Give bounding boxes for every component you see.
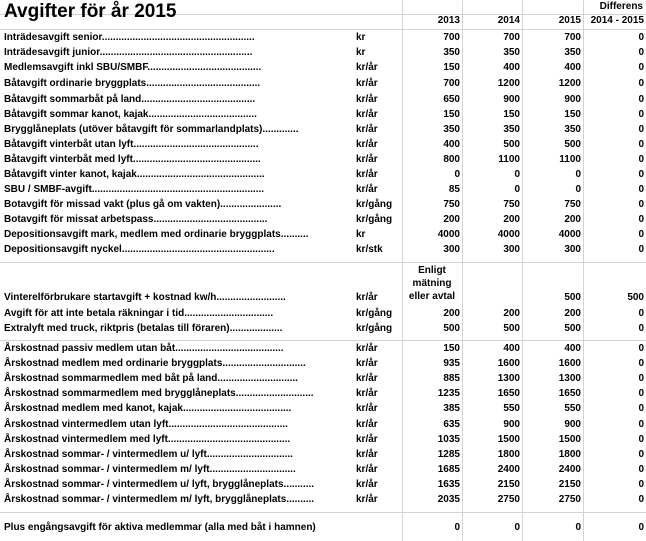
row-value: 550 [564, 403, 581, 414]
row-value: 150 [443, 343, 460, 354]
row-unit: kr/gång [356, 308, 393, 319]
row-value: 0 [638, 434, 644, 445]
row-value: 650 [443, 94, 460, 105]
row-label: Båtavgift vinterbåt utan lyft............................................. [4, 139, 259, 150]
row-value: 300 [564, 244, 581, 255]
note-line: mätning [412, 278, 452, 289]
row-value: 0 [454, 522, 460, 533]
row-value: 1650 [497, 388, 520, 399]
row-value: 0 [638, 479, 644, 490]
row-value: 400 [564, 62, 581, 73]
row-unit: kr/år [356, 109, 378, 120]
row-label: Extralyft med truck, riktpris (betalas till föraren)................... [4, 323, 283, 334]
row-value: 1600 [497, 358, 520, 369]
row-unit: kr/år [356, 62, 378, 73]
row-value: 0 [575, 522, 581, 533]
row-divider [0, 262, 646, 263]
row-value: 0 [638, 78, 644, 89]
row-value: 0 [638, 373, 644, 384]
row-label: Botavgift för missad vakt (plus gå om vakten)...................... [4, 199, 282, 210]
row-value: 0 [638, 109, 644, 120]
row-unit: kr/år [356, 403, 378, 414]
row-value: 1600 [558, 358, 581, 369]
row-value: 0 [638, 522, 644, 533]
row-value: 750 [443, 199, 460, 210]
row-value: 0 [575, 169, 581, 180]
row-value: 0 [514, 522, 520, 533]
row-unit: kr/år [356, 169, 378, 180]
measurement-note [404, 264, 460, 303]
row-value: 500 [503, 323, 520, 334]
row-value: 500 [564, 139, 581, 150]
row-unit: kr/år [356, 292, 378, 303]
row-label: Årskostnad vintermedlem med lyft............................................ [4, 434, 291, 445]
row-value: 1100 [559, 154, 581, 165]
row-value: 1100 [498, 154, 520, 165]
row-value: 635 [443, 419, 460, 430]
row-value: 350 [443, 47, 460, 58]
row-value: 2400 [497, 464, 520, 475]
row-value: 0 [575, 184, 581, 195]
row-label: Årskostnad sommar- / vintermedlem u/ lyft, brygglåneplats........... [4, 479, 315, 490]
row-unit: kr/år [356, 434, 378, 445]
row-label: Årskostnad sommarmedlem med brygglåneplats............................ [4, 388, 314, 399]
row-unit: kr/år [356, 184, 378, 195]
row-value: 750 [503, 199, 520, 210]
row-unit: kr [356, 229, 366, 240]
row-label: Båtavgift sommar kanot, kajak....................................... [4, 109, 257, 120]
row-unit: kr/gång [356, 323, 393, 334]
row-value: 700 [564, 32, 581, 43]
row-divider [0, 512, 646, 513]
row-value: 550 [503, 403, 520, 414]
note-line: eller avtal [408, 291, 456, 302]
row-value: 500 [564, 323, 581, 334]
row-label: Plus engångsavgift för aktiva medlemmar (alla med båt i hamnen) [4, 522, 316, 533]
row-label: Båtavgift vinter kanot, kajak.............................................. [4, 169, 265, 180]
row-unit: kr/år [356, 154, 378, 165]
row-label: Botavgift för missat arbetspass......................................... [4, 214, 268, 225]
row-value: 200 [564, 308, 581, 319]
row-value: 1650 [558, 388, 581, 399]
row-value: 200 [503, 308, 520, 319]
row-label: Medlemsavgift inkl SBU/SMBF......................................... [4, 62, 262, 73]
row-value: 700 [503, 32, 520, 43]
row-value: 0 [638, 169, 644, 180]
row-value: 0 [638, 139, 644, 150]
row-unit: kr/år [356, 358, 378, 369]
row-value: 0 [638, 449, 644, 460]
row-value: 150 [503, 109, 520, 120]
row-unit: kr/år [356, 449, 378, 460]
row-value: 300 [443, 244, 460, 255]
row-value: 0 [638, 199, 644, 210]
row-value: 0 [638, 32, 644, 43]
row-value: 400 [503, 343, 520, 354]
column-divider [583, 0, 584, 541]
page-title: Avgifter för år 2015 [4, 1, 177, 22]
row-value: 385 [443, 403, 460, 414]
row-value: 350 [564, 124, 581, 135]
row-value: 4000 [437, 229, 460, 240]
row-value: 1235 [437, 388, 460, 399]
row-unit: kr/år [356, 494, 378, 505]
row-value: 0 [638, 403, 644, 414]
row-unit: kr/år [356, 464, 378, 475]
row-label: Årskostnad sommarmedlem med båt på land............................. [4, 373, 298, 384]
column-divider [462, 0, 463, 541]
row-label: Båtavgift sommarbåt på land......................................... [4, 94, 256, 105]
row-label: Inträdesavgift junior....................................................... [4, 47, 253, 58]
row-value: 2750 [558, 494, 581, 505]
row-value: 750 [564, 199, 581, 210]
row-value: 2750 [497, 494, 520, 505]
row-value: 0 [454, 169, 460, 180]
row-value: 900 [564, 419, 581, 430]
row-value: 0 [638, 229, 644, 240]
row-value: 1035 [437, 434, 460, 445]
row-value: 0 [638, 419, 644, 430]
row-label: Årskostnad sommar- / vintermedlem u/ lyft............................... [4, 449, 293, 460]
row-unit: kr/år [356, 479, 378, 490]
row-label: SBU / SMBF-avgift.............................................................. [4, 184, 265, 195]
row-label: Brygglåneplats (utöver båtavgift för sommarlandplats)............. [4, 124, 299, 135]
row-unit: kr/år [356, 124, 378, 135]
column-divider [522, 0, 523, 541]
row-value: 200 [443, 308, 460, 319]
row-value: 0 [638, 388, 644, 399]
row-value: 0 [638, 214, 644, 225]
column-header-2015: 2015 [558, 15, 581, 26]
row-value: 400 [503, 62, 520, 73]
row-value: 0 [638, 62, 644, 73]
row-value: 350 [443, 124, 460, 135]
row-value: 500 [627, 292, 644, 303]
row-value: 0 [638, 244, 644, 255]
row-value: 4000 [497, 229, 520, 240]
row-unit: kr/år [356, 419, 378, 430]
row-value: 200 [443, 214, 460, 225]
row-value: 700 [443, 32, 460, 43]
row-value: 1800 [497, 449, 520, 460]
row-value: 0 [638, 124, 644, 135]
row-value: 0 [514, 169, 520, 180]
row-value: 0 [514, 184, 520, 195]
row-value: 350 [503, 124, 520, 135]
row-value: 800 [443, 154, 460, 165]
row-value: 900 [564, 94, 581, 105]
row-value: 200 [503, 214, 520, 225]
difference-header: Differens [599, 1, 643, 12]
row-label: Båtavgift vinterbåt med lyft.............................................. [4, 154, 261, 165]
row-value: 150 [564, 109, 581, 120]
row-value: 2150 [497, 479, 520, 490]
row-label: Avgift för att inte betala räkningar i tid................................ [4, 308, 274, 319]
row-value: 400 [564, 343, 581, 354]
row-unit: kr/år [356, 94, 378, 105]
row-value: 0 [638, 358, 644, 369]
row-value: 900 [503, 419, 520, 430]
row-value: 350 [503, 47, 520, 58]
row-unit: kr/år [356, 343, 378, 354]
row-value: 0 [638, 184, 644, 195]
row-value: 1685 [437, 464, 460, 475]
row-value: 150 [443, 62, 460, 73]
row-value: 2400 [558, 464, 581, 475]
row-value: 0 [638, 154, 644, 165]
row-value: 500 [503, 139, 520, 150]
row-value: 1500 [558, 434, 581, 445]
row-label: Årskostnad medlem med kanot, kajak....................................... [4, 403, 292, 414]
row-value: 1500 [497, 434, 520, 445]
row-value: 350 [564, 47, 581, 58]
row-label: Årskostnad passiv medlem utan båt....................................... [4, 343, 284, 354]
row-unit: kr [356, 47, 366, 58]
row-label: Depositionsavgift mark, medlem med ordinarie bryggplats.......... [4, 229, 309, 240]
row-value: 500 [564, 292, 581, 303]
row-value: 500 [443, 323, 460, 334]
row-value: 1635 [437, 479, 460, 490]
row-value: 0 [638, 94, 644, 105]
row-value: 1285 [437, 449, 460, 460]
row-value: 0 [638, 47, 644, 58]
row-value: 2150 [558, 479, 581, 490]
row-value: 0 [638, 343, 644, 354]
row-value: 1300 [558, 373, 581, 384]
row-label: Båtavgift ordinarie bryggplats......................................... [4, 78, 261, 89]
row-value: 1300 [497, 373, 520, 384]
row-label: Årskostnad sommar- / vintermedlem m/ lyft............................... [4, 464, 296, 475]
note-line: Enligt [418, 265, 446, 276]
row-unit: kr/gång [356, 214, 393, 225]
row-unit: kr/år [356, 388, 378, 399]
row-value: 400 [443, 139, 460, 150]
row-label: Årskostnad vintermedlem utan lyft........................................... [4, 419, 288, 430]
row-value: 1200 [497, 78, 520, 89]
row-value: 200 [564, 214, 581, 225]
row-value: 1200 [558, 78, 581, 89]
row-value: 0 [638, 494, 644, 505]
row-value: 150 [443, 109, 460, 120]
row-unit: kr/stk [356, 244, 383, 255]
row-label: Depositionsavgift nyckel....................................................... [4, 244, 275, 255]
row-value: 4000 [558, 229, 581, 240]
row-label: Årskostnad sommar- / vintermedlem m/ lyft, brygglåneplats.......... [4, 494, 315, 505]
row-value: 0 [638, 464, 644, 475]
row-value: 0 [638, 323, 644, 334]
row-unit: kr [356, 32, 366, 43]
row-unit: kr/gång [356, 199, 393, 210]
column-divider [402, 0, 403, 541]
row-value: 1800 [558, 449, 581, 460]
row-unit: kr/år [356, 78, 378, 89]
row-label: Inträdesavgift senior....................................................... [4, 32, 255, 43]
column-header-difference: 2014 - 2015 [590, 15, 644, 26]
row-value: 700 [443, 78, 460, 89]
row-value: 900 [503, 94, 520, 105]
row-value: 0 [638, 308, 644, 319]
row-label: Årskostnad medlem med ordinarie bryggplats.............................. [4, 358, 306, 369]
row-value: 935 [443, 358, 460, 369]
row-value: 300 [503, 244, 520, 255]
row-label: Vinterelförbrukare startavgift + kostnad kw/h......................... [4, 292, 286, 303]
column-header-2014: 2014 [497, 15, 520, 26]
row-unit: kr/år [356, 139, 378, 150]
row-value: 85 [448, 184, 460, 195]
row-value: 2035 [437, 494, 460, 505]
column-header-2013: 2013 [437, 15, 460, 26]
row-unit: kr/år [356, 373, 378, 384]
row-value: 885 [443, 373, 460, 384]
